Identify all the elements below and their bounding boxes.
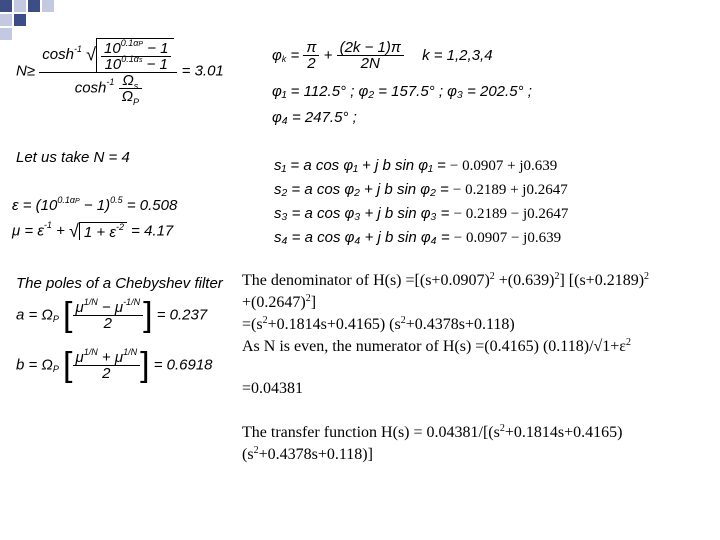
epsilon-line: $\varepsilon = (10^{0.1\alpha P} - 1)^{0.5} = 0.508$ [12, 195, 178, 214]
transfer-function-line-1: The transfer function $H(s) = 0.04381/[(s^2+0.1814s+0.4165)$ [242, 423, 623, 441]
numerator-value: =0.04381 [242, 380, 304, 397]
corner-decoration [0, 0, 60, 40]
phi-values-2: φ₄ = 247.5° ; [272, 109, 357, 126]
a-line: $a = \Omega_P$ [ $\frac{\mu^{1/N} - \mu^{-1/N}}{2}$ ] = 0.237 [16, 296, 208, 334]
order-fraction: $\cosh^{-1}$ √ $\frac{10^{0.1\alpha P} - 1}{10^{0.1\alpha s} - 1}$ $\cosh^{-1}$ $\frac{\Omega_s}{\Omega_P}$ [39, 38, 177, 104]
lets-take-n: Let us take N = 4 [16, 149, 130, 166]
poles-title: The poles of a Chebyshev filter [16, 275, 223, 292]
numerator-line: As N is even, the numerator of H(s) =(0.4165) $(0.118)/√1+\varepsilon^2$ [242, 337, 631, 355]
phi-formula: $\varphi_k$ = $\frac{\pi}{2}$ + $\frac{(2k - 1)\pi}{2N}$ k = 1,2,3,4 [272, 39, 493, 72]
phi-values-1: φ₁ = 112.5° ; φ₂ = 157.5° ; φ₃ = 202.5° ; [272, 83, 532, 100]
pole-s3: s₃ = a cos φ₃ + j b sin φ₃ = − 0.2189 − j0.2647 [274, 205, 569, 222]
order-sqrt: √ $\frac{10^{0.1\alpha P} - 1}{10^{0.1\alpha s} - 1}$ [86, 38, 174, 72]
denominator-line-1: The denominator of $H(s) =[(s+0.0907)^2 +(0.639)^2]$ [$(s+0.2189)^2$ [242, 271, 650, 289]
pole-s4: s₄ = a cos φ₄ + j b sin φ₄ = − 0.0907 − j0.639 [274, 229, 562, 246]
b-line: $b = \Omega_P$ [ $\frac{\mu^{1/N} + \mu^{1/N}}{2}$ ] = 0.6918 [16, 346, 213, 384]
denominator-line-2: $+(0.2647)^2$] [242, 293, 317, 311]
denominator-expanded: $=(s^2+0.1814s+0.4165)$ $(s^2+0.4378s+0.118)$ [242, 315, 515, 333]
pole-s2: s₂ = a cos φ₂ + j b sin φ₂ = − 0.2189 + j0.2647 [274, 181, 568, 198]
order-inequality: N≥ $\cosh^{-1}$ √ $\frac{10^{0.1\alpha P} - 1}{10^{0.1\alpha s} - 1}$ $\cosh^{-1}$ $\frac{\Omega_s}{\Omega_P}$ = 3.01 [16, 38, 224, 107]
mu-line: $\mu = \varepsilon^{-1}$ + √ $1 + \varepsilon^{-2} = 4.17$ [12, 219, 174, 241]
pole-s1: s₁ = a cos φ₁ + j b sin φ₁ = − 0.0907 + j0.639 [274, 157, 558, 174]
transfer-function-line-2: $(s^2+0.4378s+0.118)$] [242, 445, 373, 463]
